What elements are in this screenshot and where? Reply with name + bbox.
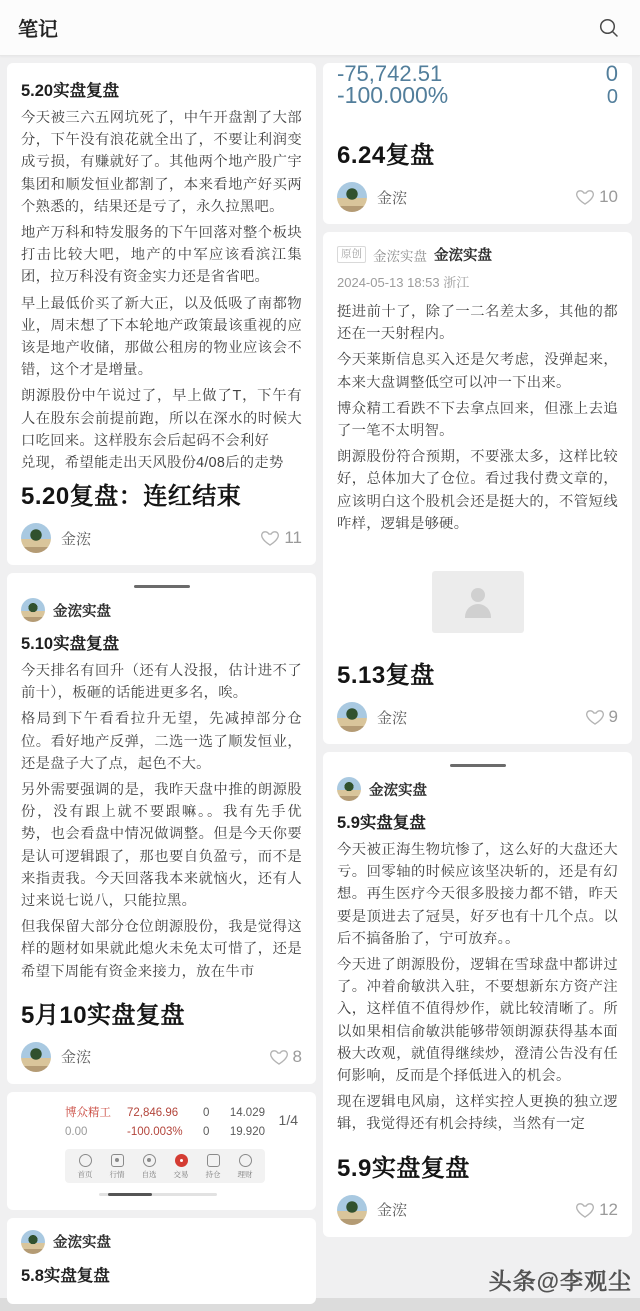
post-card-58[interactable] xyxy=(7,1218,316,1304)
post-card-513[interactable] xyxy=(323,232,632,744)
tab-watchlist: 自选 xyxy=(136,1154,162,1180)
like-count: 12 xyxy=(599,1199,618,1219)
post-paragraph: 格局到下午看看拉升无望，先减掉部分仓位。看好地产反弹，二选一选了顺发恒业，还是盘子大了点，起色不大。 xyxy=(21,711,302,772)
pnl-value: -75,742.51 xyxy=(337,61,443,86)
tab-positions: 持仓 xyxy=(200,1154,226,1180)
embedded-screenshot xyxy=(21,1104,302,1183)
account-name: 金浤实盘 xyxy=(53,1235,111,1252)
post-paragraph: 早上最低价买了新大正，以及低吸了南都物业，周末想了下本轮地产政策最该重视的应该是地产收储，那做公租房的物业应该会不错，这个才是增量。 xyxy=(21,295,302,379)
avatar[interactable] xyxy=(337,1195,367,1225)
page-title: 笔记 xyxy=(18,19,58,41)
post-title: 5.9实盘复盘 xyxy=(337,1154,470,1182)
post-title: 6.24复盘 xyxy=(337,142,435,169)
post-footer xyxy=(337,702,618,732)
tab-trade: 交易 xyxy=(168,1154,194,1180)
heart-icon xyxy=(575,187,595,207)
post-paragraph: 今天莱斯信息买入还是欠考虑，没弹起来，本来大盘调整低空可以冲一下出来。 xyxy=(337,352,618,391)
top-bar xyxy=(0,0,640,56)
stock-row: 博众精工 72,846.96 0 14.029 xyxy=(65,1104,265,1123)
post-paragraph: 另外需要强调的是，我昨天盘中推的朗源股份，没有跟上就不要跟嘛。。我有先手优势，也会看盘中情况做调整。但是今天你要是认可逻辑跟了，那也要自负盈亏，而不是来指责我。今天回落我本来就恼火，还有人过来说七说八，只能拉黑。 xyxy=(21,782,302,910)
post-subtitle: 5.9实盘复盘 xyxy=(337,814,426,833)
post-paragraph: 挺进前十了，除了一二名差太多，其他的都还在一天射程内。 xyxy=(337,304,618,343)
post-paragraph: 但我保留大部分仓位朗源股份，我是觉得这样的题材如果就此熄火未免太可惜了，还是希望下周能有资金来接力，放在牛市 xyxy=(21,919,302,980)
carousel-indicator xyxy=(134,585,190,588)
stock-value: 72,846.96 xyxy=(127,1106,179,1119)
feed-column-left xyxy=(7,63,316,1304)
author-name: 金浤 xyxy=(61,1049,92,1067)
search-icon[interactable] xyxy=(596,15,622,41)
avatar[interactable] xyxy=(21,1230,45,1254)
post-paragraph: 博众精工看跌不下去拿点回来，但涨上去追了一笔不太明智。 xyxy=(337,400,618,440)
account-name: 金浤实盘 xyxy=(369,782,427,799)
avatar[interactable] xyxy=(21,1042,51,1072)
like-button[interactable] xyxy=(260,528,302,548)
watermark: 头条@李观尘 xyxy=(488,1268,632,1294)
post-paragraph: 地产万科和特发服务的下午回落对整个板块打击比较大吧，地产的中军应该看滨江集团，拉万科没有资金实力还是省省吧。 xyxy=(21,225,302,286)
like-button[interactable] xyxy=(575,1200,618,1220)
post-footer xyxy=(337,1195,618,1225)
post-subtitle: 5.10实盘复盘 xyxy=(21,635,120,654)
broken-image-placeholder-icon xyxy=(432,571,524,633)
post-paragraph: 今天进了朗源股份，逻辑在雪球盘中都讲过了。冲着俞敏洪入驻，不要想新东方资产注入，这样值不值得炒作，就比较清晰了。所以如果相信俞敏洪能够带领朗源获得基本面极大改观，就值得继续炒，澄清公告没有任何影响，反而是个择低进入的机会。 xyxy=(337,957,618,1085)
post-paragraph: 今天排名有回升（还有人没报，估计进不了前十），板砸的话能进更多名，唉。 xyxy=(21,663,302,702)
post-subtitle: 5.8实盘复盘 xyxy=(21,1266,110,1285)
positions-icon xyxy=(207,1154,220,1167)
carousel-scrollbar[interactable] xyxy=(99,1193,217,1196)
stock-name: 博众精工 xyxy=(65,1106,111,1119)
avatar[interactable] xyxy=(21,523,51,553)
stock-row: 0.00 -100.003% 0 19.920 xyxy=(65,1125,265,1138)
pnl-right: 0 xyxy=(605,61,618,86)
clipped-text-line: 兑现，希望能走出天风股份4/08后的走势 xyxy=(21,455,284,472)
post-timestamp: 2024-05-13 18:53 浙江 xyxy=(337,275,470,290)
original-badge: 原创 xyxy=(337,246,366,263)
wealth-icon xyxy=(239,1154,252,1167)
percent-row xyxy=(337,82,618,109)
tab-home: 首页 xyxy=(72,1154,98,1180)
heart-icon xyxy=(260,528,280,548)
post-header xyxy=(21,598,302,622)
post-header xyxy=(337,777,618,801)
heart-icon xyxy=(585,707,605,727)
carousel-indicator xyxy=(450,764,506,767)
market-icon xyxy=(111,1154,124,1167)
feed-column-right xyxy=(323,63,632,1237)
feed xyxy=(0,56,640,1311)
image-counter: 1/4 xyxy=(278,1111,298,1128)
percent-right: 0 xyxy=(606,86,618,108)
tab-wealth: 理财 xyxy=(232,1154,258,1180)
post-paragraph: 朗源股份符合预期，不要涨太多，这样比较好，总体加大了仓位。看过我付费文章的，应该明白这个股机会还是挺大的，不管短线咋样，逻辑是够硬。 xyxy=(337,449,618,532)
post-footer xyxy=(21,1042,302,1072)
post-title: 5.13复盘 xyxy=(337,662,435,690)
author-name: 金浤 xyxy=(377,709,408,727)
post-card-510[interactable] xyxy=(7,573,316,1084)
percent-value: -100.000% xyxy=(337,82,449,108)
post-header xyxy=(21,1230,302,1254)
avatar[interactable] xyxy=(337,702,367,732)
post-title: 5.20复盘：连红结束 xyxy=(21,483,242,511)
account-name: 金浤实盘 xyxy=(53,603,111,620)
post-paragraph: 现在逻辑电风扇，这样实控人更换的独立逻辑，我觉得还有机会持续，当然有一定 xyxy=(337,1094,618,1133)
post-card-stock-image[interactable] xyxy=(7,1092,316,1210)
author-name: 金浤 xyxy=(377,189,408,207)
heart-icon xyxy=(269,1047,289,1067)
like-count: 8 xyxy=(292,1046,302,1066)
like-count: 11 xyxy=(284,528,302,548)
account-name-gray: 金浤实盘 xyxy=(373,248,427,264)
post-footer xyxy=(337,182,618,212)
home-icon xyxy=(79,1154,92,1167)
tab-market: 行情 xyxy=(104,1154,130,1180)
avatar[interactable] xyxy=(337,777,361,801)
image-placeholder-wrap xyxy=(337,571,618,633)
post-paragraph: 今天被正海生物坑惨了，这么好的大盘还大亏。回零轴的时候应该坚决斩的，还是有幻想。再生医疗今天很多股接力都不错，昨天要是顶进去了冠昊，好歹也有十几个点。以后不搞备胎了，宁可放弃。。 xyxy=(337,842,618,947)
post-footer xyxy=(21,523,302,553)
author-name: 金浤 xyxy=(61,530,92,548)
like-count: 10 xyxy=(599,187,618,206)
post-card-59[interactable] xyxy=(323,752,632,1237)
post-paragraph: 今天被三六五网坑死了，中午开盘割了大部分，下午没有浪花就全出了，不要让利润变成亏损，有赚就好了。其他两个地产股广宇集团和顺发恒业都割了，本来看地产好买两个熟悉的，结果还是亏了，永久拉黑吧。 xyxy=(21,110,302,215)
account-name: 金浤实盘 xyxy=(434,248,492,264)
watchlist-icon xyxy=(143,1154,156,1167)
post-subtitle: 5.20实盘复盘 xyxy=(21,82,120,100)
like-button[interactable] xyxy=(575,187,618,207)
post-card-624[interactable] xyxy=(323,63,632,224)
trade-icon xyxy=(175,1154,188,1167)
avatar[interactable] xyxy=(337,182,367,212)
like-count: 9 xyxy=(608,707,618,727)
like-button[interactable] xyxy=(585,707,618,727)
clipped-number-row xyxy=(337,61,618,86)
post-header xyxy=(337,244,618,265)
post-card-520[interactable] xyxy=(7,63,316,565)
post-title: 5月10实盘复盘 xyxy=(21,1001,186,1029)
avatar[interactable] xyxy=(21,598,45,622)
app-tab-bar xyxy=(65,1149,265,1183)
like-button[interactable] xyxy=(269,1047,302,1067)
author-name: 金浤 xyxy=(377,1202,408,1220)
heart-icon xyxy=(575,1200,595,1220)
post-paragraph: 朗源股份中午说过了，早上做了T，下午有人在股东会前提前跑，所以在深水的时候大口吃回来。这样股东会后起码不会利好 xyxy=(21,388,302,449)
